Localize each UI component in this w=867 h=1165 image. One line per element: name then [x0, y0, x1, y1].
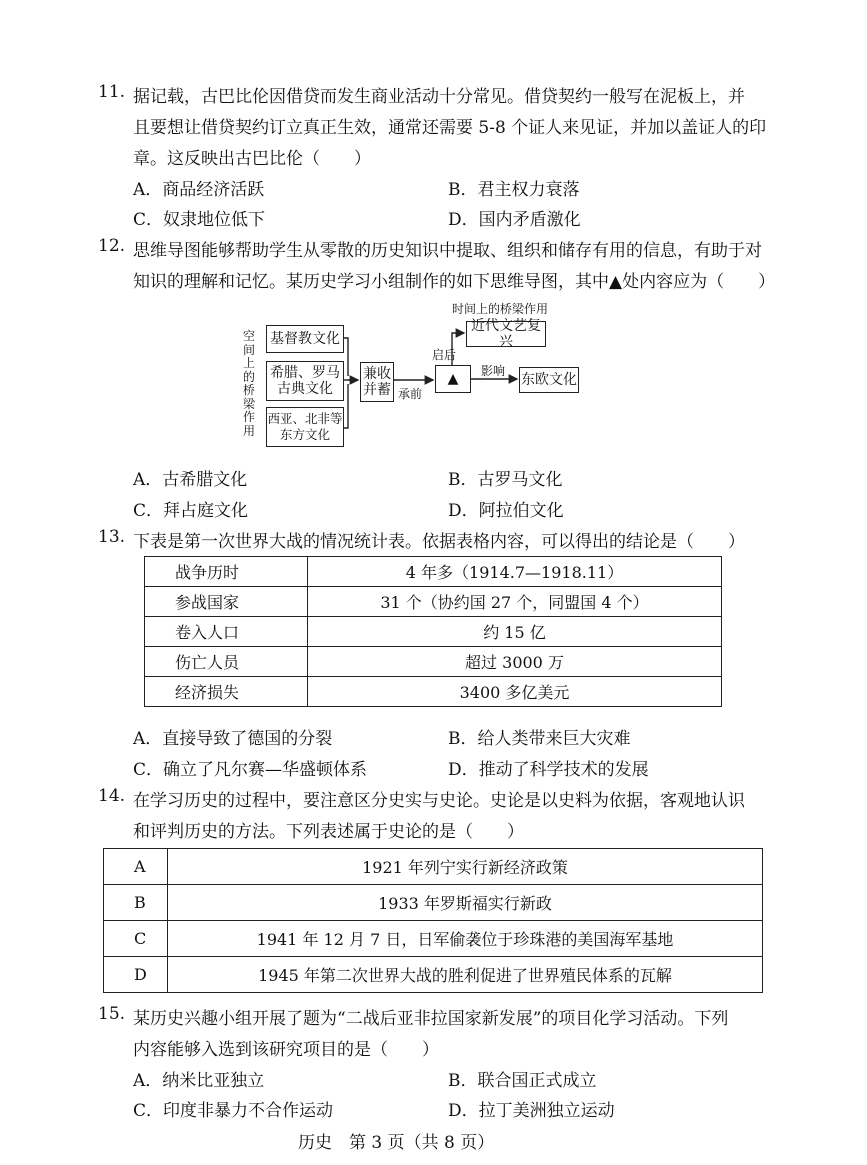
table-cell-statement: 1933 年罗斯福实行新政 [168, 885, 763, 921]
q15-option-a: A．纳米比亚独立 [133, 1071, 265, 1091]
table-row [104, 921, 763, 957]
q14-text-line2: 和评判历史的方法。下列表述属于史论的是（ ） [133, 822, 524, 842]
table-cell-letter: B [104, 885, 168, 921]
label-influence: 影响 [481, 364, 506, 378]
q11-text-line3: 章。这反映出古巴比伦（ ） [133, 149, 371, 169]
table-row [104, 957, 763, 993]
q11-option-d: D．国内矛盾激化 [448, 210, 581, 230]
q13-option-a: A．直接导致了德国的分裂 [133, 729, 333, 749]
box-absorb-line2: 并蓄 [363, 382, 391, 398]
box-eastern-line1: 西亚、北非等 [267, 411, 343, 426]
table-cell-label: 经济损失 [145, 677, 308, 707]
table-cell-value: 31 个（协约国 27 个，同盟国 4 个） [308, 587, 722, 617]
q13-text-line1: 下表是第一次世界大战的情况统计表。依据表格内容，可以得出的结论是（ ） [133, 532, 745, 552]
q11-option-b: B．君主权力衰落 [448, 180, 580, 200]
q12-text-line1: 思维导图能够帮助学生从零散的历史知识中提取、组织和储存有用的信息，有助于对 [133, 241, 762, 261]
box-christian-culture: 基督教文化 [266, 325, 344, 353]
q12-option-c: C．拜占庭文化 [133, 501, 249, 521]
q11-text-line2: 且要想让借贷契约订立真正生效，通常还需要 5-8 个证人来见证，并加以盖证人的印 [133, 118, 767, 138]
table-row [145, 587, 722, 617]
table-cell-letter: C [104, 921, 168, 957]
table-cell-value: 4 年多（1914.7—1918.11） [308, 557, 722, 587]
q12-option-a: A．古希腊文化 [133, 470, 248, 490]
mind-map-connectors [0, 0, 867, 480]
table-cell-label: 伤亡人员 [145, 647, 308, 677]
table-cell-label: 卷入人口 [145, 617, 308, 647]
q15-option-d: D．拉丁美洲独立运动 [448, 1101, 615, 1121]
q15-text-line1: 某历史兴趣小组开展了题为“二战后亚非拉国家新发展”的项目化学习活动。下列 [133, 1009, 729, 1029]
box-absorb-line1: 兼收 [363, 366, 391, 382]
page-footer: 历史 第 3 页（共 8 页） [298, 1133, 495, 1153]
q13-option-d: D．推动了科学技术的发展 [448, 760, 649, 780]
q14-number: 14. [98, 786, 126, 806]
label-inherit: 承前 [398, 387, 423, 401]
q13-number: 13. [98, 527, 126, 547]
table-cell-label: 参战国家 [145, 587, 308, 617]
q12-option-d: D．阿拉伯文化 [448, 501, 564, 521]
history-statements-table [103, 848, 763, 993]
table-cell-value: 约 15 亿 [308, 617, 722, 647]
table-row [145, 617, 722, 647]
q15-option-b: B．联合国正式成立 [448, 1071, 597, 1091]
q11-number: 11. [98, 82, 126, 102]
table-row [145, 557, 722, 587]
box-east-europe: 东欧文化 [519, 367, 579, 393]
ww1-statistics-table [144, 556, 722, 707]
box-triangle-blank: ▲ [435, 365, 471, 393]
box-renaissance: 近代文艺复兴 [466, 321, 546, 347]
table-cell-label: 战争历时 [145, 557, 308, 587]
q14-text-line1: 在学习历史的过程中，要注意区分史实与史论。史论是以史料为依据，客观地认识 [133, 791, 745, 811]
table-row [104, 849, 763, 885]
table-cell-statement: 1945 年第二次世界大战的胜利促进了世界殖民体系的瓦解 [168, 957, 763, 993]
q12-option-b: B．古罗马文化 [448, 470, 563, 490]
q11-option-c: C．奴隶地位低下 [133, 210, 266, 230]
box-greek-roman-line2: 古典文化 [277, 381, 333, 397]
table-cell-letter: D [104, 957, 168, 993]
q11-text-line1: 据记载，古巴比伦因借贷而发生商业活动十分常见。借贷契约一般写在泥板上，并 [133, 87, 745, 107]
table-cell-statement: 1941 年 12 月 7 日，日军偷袭位于珍珠港的美国海军基地 [168, 921, 763, 957]
space-bridge-label: 空间上的桥梁作用 [243, 329, 256, 438]
q15-text-line2: 内容能够入选到该研究项目的是（ ） [133, 1040, 439, 1060]
q12-text-line2: 知识的理解和记忆。某历史学习小组制作的如下思维导图，其中▲处内容应为（ ） [133, 272, 776, 292]
table-cell-letter: A [104, 849, 168, 885]
q13-option-c: C．确立了凡尔赛—华盛顿体系 [133, 760, 368, 780]
time-bridge-label: 时间上的桥梁作用 [452, 302, 549, 316]
box-eastern-line2: 东方文化 [279, 427, 330, 442]
q15-option-c: C．印度非暴力不合作运动 [133, 1101, 334, 1121]
table-cell-value: 3400 多亿美元 [308, 677, 722, 707]
q15-number: 15. [98, 1004, 126, 1024]
table-cell-statement: 1921 年列宁实行新经济政策 [168, 849, 763, 885]
table-cell-value: 超过 3000 万 [308, 647, 722, 677]
box-greek-roman-line1: 希腊、罗马 [270, 365, 340, 381]
table-row [145, 647, 722, 677]
q12-number: 12. [98, 236, 126, 256]
q13-option-b: B．给人类带来巨大灾难 [448, 729, 631, 749]
table-row [145, 677, 722, 707]
q11-option-a: A．商品经济活跃 [133, 180, 265, 200]
table-row [104, 885, 763, 921]
label-enlighten: 启后 [432, 348, 457, 362]
